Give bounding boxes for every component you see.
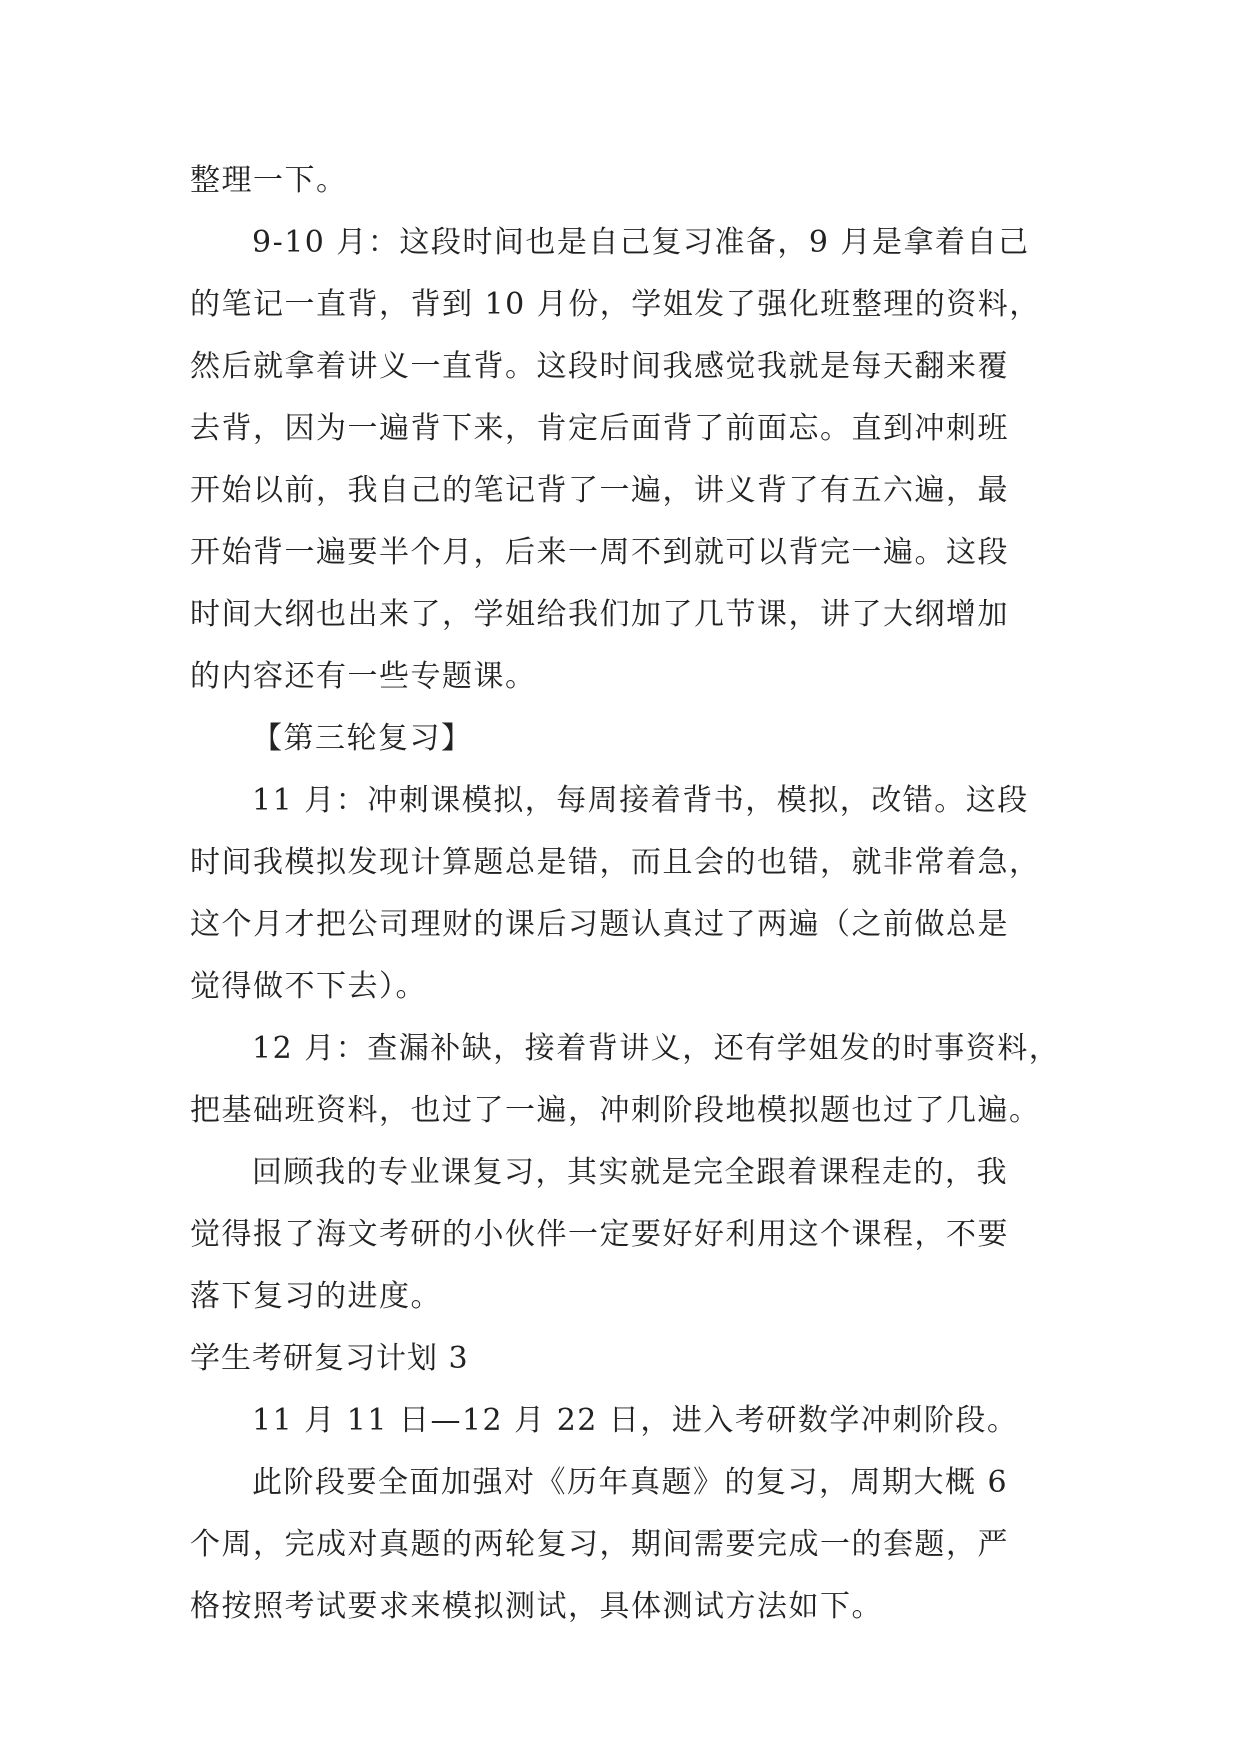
paragraph-line: 落下复习的进度。: [190, 1279, 442, 1314]
paragraph-line: 的笔记一直背，背到 10 月份，学姐发了强化班整理的资料，: [190, 287, 1041, 322]
section-title-plan-3: 学生考研复习计划 3: [190, 1341, 469, 1376]
paragraph-line: 11 月：冲刺课模拟，每周接着背书，模拟，改错。这段: [252, 783, 1029, 818]
paragraph-line: 11 月 11 日—12 月 22 日，进入考研数学冲刺阶段。: [252, 1403, 1019, 1438]
paragraph-line: 觉得报了海文考研的小伙伴一定要好好利用这个课程，不要: [190, 1217, 1009, 1252]
paragraph-line: 觉得做不下去）。: [190, 969, 427, 1004]
paragraph-line: 此阶段要全面加强对《历年真题》的复习，周期大概 6: [252, 1465, 1009, 1500]
paragraph-line: 时间我模拟发现计算题总是错，而且会的也错，就非常着急，: [190, 845, 1041, 880]
paragraph-line: 格按照考试要求来模拟测试，具体测试方法如下。: [190, 1589, 883, 1624]
section-heading-third-round: 【第三轮复习】: [252, 721, 473, 756]
paragraph-line: 把基础班资料，也过了一遍，冲刺阶段地模拟题也过了几遍。: [190, 1093, 1041, 1128]
paragraph-line: 时间大纲也出来了，学姐给我们加了几节课，讲了大纲增加: [190, 597, 1009, 632]
paragraph-line: 个周，完成对真题的两轮复习，期间需要完成一的套题，严: [190, 1527, 1009, 1562]
paragraph-line: 的内容还有一些专题课。: [190, 659, 537, 694]
paragraph-line: 9-10 月：这段时间也是自己复习准备，9 月是拿着自己: [252, 225, 1030, 260]
document-body: [190, 150, 1060, 1638]
paragraph-line: 这个月才把公司理财的课后习题认真过了两遍（之前做总是: [190, 907, 1009, 942]
paragraph-line: 整理一下。: [190, 163, 348, 198]
paragraph-line: 回顾我的专业课复习，其实就是完全跟着课程走的，我: [252, 1155, 1008, 1190]
paragraph-line: 12 月：查漏补缺，接着背讲义，还有学姐发的时事资料，: [252, 1031, 1061, 1066]
paragraph-line: 去背，因为一遍背下来，肯定后面背了前面忘。直到冲刺班: [190, 411, 1009, 446]
paragraph-line: 然后就拿着讲义一直背。这段时间我感觉我就是每天翻来覆: [190, 349, 1009, 384]
paragraph-line: 开始背一遍要半个月，后来一周不到就可以背完一遍。这段: [190, 535, 1009, 570]
paragraph-line: 开始以前，我自己的笔记背了一遍，讲义背了有五六遍，最: [190, 473, 1009, 508]
